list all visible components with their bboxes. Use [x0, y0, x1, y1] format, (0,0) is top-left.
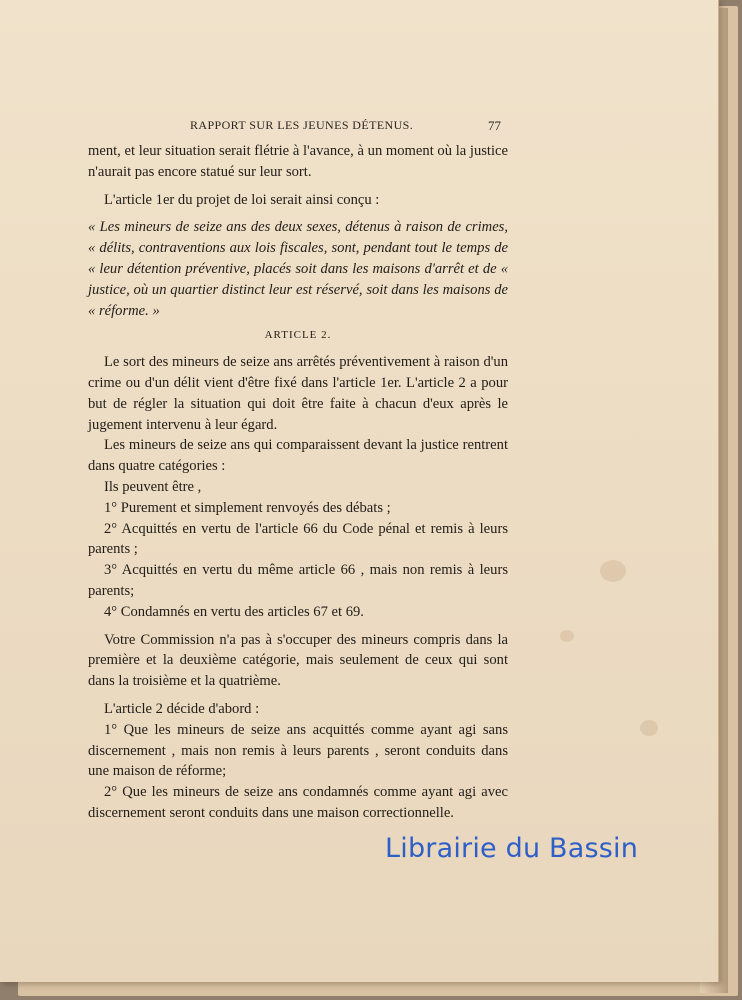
- list-item: 2° Acquittés en vertu de l'article 66 du Code pénal et remis à leurs parents ;: [88, 520, 508, 558]
- paragraph: Votre Commission n'a pas à s'occuper des mineurs compris dans la première et la deuxième catégorie, mais seulement de ceux qui sont dans la troisième et la quatrième.: [88, 631, 508, 690]
- page-number: 77: [488, 118, 501, 133]
- list-item: 2° Que les mineurs de seize ans condamnés comme ayant agi avec discernement seront conduits dans une maison correctionnelle.: [88, 784, 508, 821]
- list-item: 1° Que les mineurs de seize ans acquittés comme ayant agi sans discernement , mais non remis à leurs parents , seront conduits dans une maison de réforme;: [88, 721, 508, 780]
- paragraph: L'article 1er du projet de loi serait ainsi conçu :: [104, 191, 380, 208]
- section-heading: ARTICLE 2.: [264, 329, 332, 342]
- list-item: 3° Acquittés en vertu du même article 66 , mais non remis à leurs parents;: [88, 562, 508, 599]
- paragraph: ment, et leur situation serait flétrie à l'avance, à un moment où la justice n'aurait pas encore statué sur leur sort.: [88, 143, 508, 180]
- list-item: 4° Condamnés en vertu des articles 67 et 69.: [104, 603, 364, 620]
- list-item: 1° Purement et simplement renvoyés des débats ;: [104, 499, 391, 516]
- foxing-stain: [600, 560, 626, 582]
- body-text: [88, 141, 508, 824]
- foxing-stain: [560, 630, 574, 642]
- paragraph: Le sort des mineurs de seize ans arrêtés préventivement à raison d'un crime ou d'un délit vient d'être fixé dans l'article 1er. L'article 2 a pour but de régler la situation qui doit être faite à chacun d'eux après le jugement intervenu à leur égard.: [88, 354, 508, 433]
- seller-watermark: Librairie du Bassin: [385, 833, 639, 864]
- paragraph: Ils peuvent être ,: [104, 478, 202, 495]
- foxing-stain: [640, 720, 658, 736]
- running-header: RAPPORT SUR LES JEUNES DÉTENUS.: [190, 118, 414, 132]
- paragraph: L'article 2 décide d'abord :: [104, 700, 260, 717]
- quoted-article: « Les mineurs de seize ans des deux sexes, détenus à raison de crimes, « délits, contraventions aux lois fiscales, sont, pendant tout le temps de « leur détention préventive, placés soit dans les maisons d'arrêt et de « justice, où un quartier distinct leur est réservé, soit dans les maisons de « réforme. »: [88, 219, 508, 319]
- paragraph: Les mineurs de seize ans qui comparaissent devant la justice rentrent dans quatre catégories :: [88, 437, 508, 475]
